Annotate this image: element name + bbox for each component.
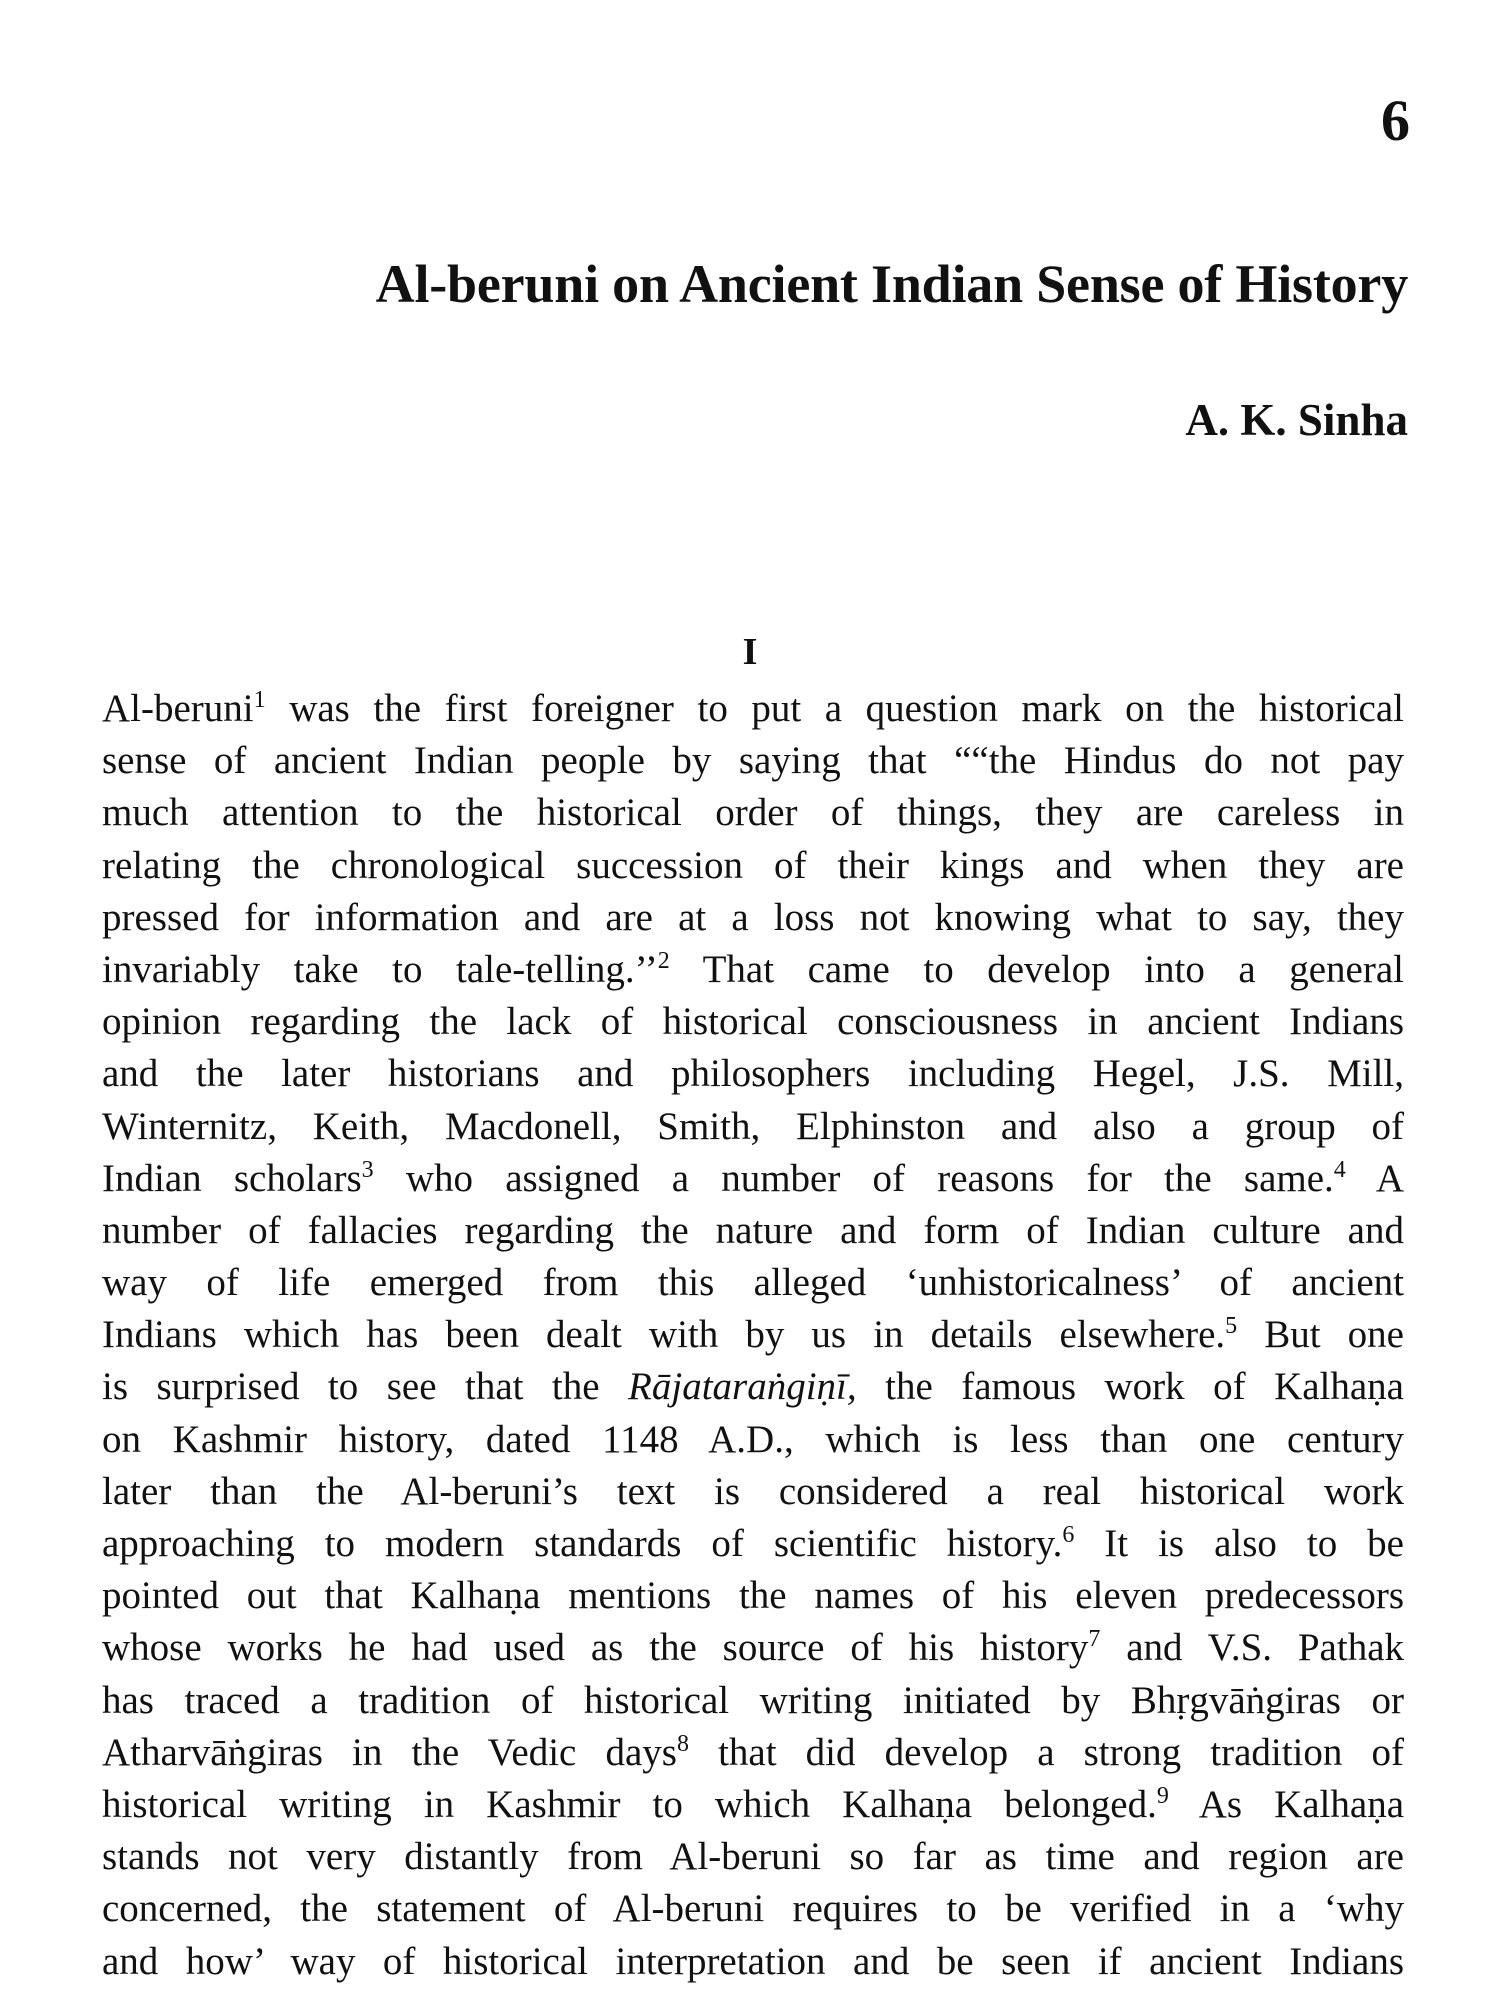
text-line	[102, 1518, 1404, 1570]
text-run: much attention to the historical order of things, they are careless in	[102, 791, 1404, 835]
text-line	[102, 1831, 1404, 1883]
text-run: the famous work of Kalhaṇa	[856, 1365, 1404, 1409]
text-run: But one	[1237, 1313, 1404, 1357]
text-run: opinion regarding the lack of historical consciousness in ancient Indians	[102, 1000, 1404, 1044]
footnote-marker: 5	[1225, 1313, 1238, 1340]
text-run: concerned, the statement of Al-beruni requires to be verified in a ‘why	[102, 1887, 1404, 1931]
text-line	[102, 1936, 1404, 1988]
text-run: and V.S. Pathak	[1100, 1626, 1405, 1670]
text-run: relating the chronological succession of their kings and when they are	[102, 843, 1404, 887]
text-line	[102, 996, 1404, 1048]
text-run: Indian scholars	[102, 1156, 362, 1200]
text-run: Al-beruni	[102, 687, 254, 730]
text-line	[102, 1257, 1404, 1309]
text-run: invariably take to tale-telling.’’	[102, 947, 658, 991]
text-line	[102, 1570, 1404, 1622]
text-run: and how’ way of historical interpretation and be seen if ancient Indians	[102, 1939, 1404, 1983]
text-run: pointed out that Kalhaṇa mentions the names of his eleven predecessors	[102, 1574, 1404, 1618]
text-line	[102, 1466, 1404, 1518]
section-numeral: I	[742, 631, 758, 673]
footnote-marker: 4	[1333, 1156, 1346, 1183]
text-run: A	[1345, 1156, 1405, 1200]
text-run: later than the Al-beruni’s text is considered a real historical work	[102, 1469, 1404, 1513]
text-run: has traced a tradition of historical writing initiated by Bhṛgvāṅgiras or	[102, 1678, 1404, 1722]
text-line	[102, 1101, 1404, 1153]
text-run: who assigned a number of reasons for the same.	[373, 1156, 1334, 1200]
footnote-marker: 3	[361, 1156, 374, 1183]
text-run: approaching to modern standards of scientific history.	[102, 1522, 1063, 1565]
chapter-number: 6	[1381, 88, 1410, 153]
text-line	[102, 1048, 1404, 1100]
text-line	[102, 1205, 1404, 1257]
footnote-marker: 8	[676, 1730, 689, 1757]
text-line	[102, 1414, 1404, 1466]
text-line	[102, 683, 1404, 735]
text-line	[102, 787, 1404, 839]
text-run: historical writing in Kashmir to which Kalhaṇa belonged.	[102, 1782, 1157, 1826]
text-run: sense of ancient Indian people by saying that ““the Hindus do not pay	[102, 739, 1404, 783]
footnote-marker: 1	[253, 687, 266, 713]
text-run: whose works he had used as the source of his history	[102, 1626, 1089, 1670]
text-run: Winternitz, Keith, Macdonell, Smith, Elphinston and also a group of	[102, 1104, 1404, 1148]
text-line	[102, 892, 1404, 944]
text-run: that did develop a strong tradition of	[688, 1730, 1404, 1774]
body-paragraph	[102, 683, 1404, 1988]
text-line	[102, 1779, 1404, 1831]
text-line	[102, 944, 1404, 996]
footnote-marker: 7	[1088, 1626, 1101, 1653]
text-run: Atharvāṅgiras in the Vedic days	[102, 1730, 677, 1774]
text-run: number of fallacies regarding the nature and form of Indian culture and	[102, 1208, 1404, 1252]
text-line	[102, 1361, 1404, 1413]
text-run: is surprised to see that the	[102, 1365, 629, 1409]
text-run: As Kalhaṇa	[1168, 1782, 1404, 1826]
text-run: It is also to be	[1074, 1522, 1404, 1565]
text-line	[102, 1727, 1404, 1779]
text-line	[102, 735, 1404, 787]
text-line	[102, 1883, 1404, 1935]
footnote-marker: 9	[1156, 1782, 1169, 1809]
text-run: That came to develop into a general	[669, 947, 1404, 991]
text-run: way of life emerged from this alleged ‘unhistoricalness’ of ancient	[102, 1261, 1404, 1305]
text-line	[102, 1622, 1404, 1674]
text-run: was the first foreigner to put a question mark on the historical	[265, 687, 1404, 730]
text-run: Indians which has been dealt with by us in details elsewhere.	[102, 1313, 1226, 1357]
footnote-marker: 6	[1062, 1522, 1075, 1548]
chapter-author: A. K. Sinha	[1185, 395, 1408, 445]
italic-title: Rājataraṅgiṇī,	[628, 1365, 857, 1409]
text-line	[102, 840, 1404, 892]
text-line	[102, 1675, 1404, 1727]
chapter-title: Al-beruni on Ancient Indian Sense of History	[375, 254, 1408, 314]
text-run: on Kashmir history, dated 1148 A.D., which is less than one century	[102, 1417, 1404, 1461]
text-line	[102, 1153, 1404, 1205]
text-run: pressed for information and are at a loss not knowing what to say, they	[102, 895, 1404, 939]
text-run: stands not very distantly from Al-beruni so far as time and region are	[102, 1835, 1404, 1879]
text-line	[102, 1309, 1404, 1361]
text-run: and the later historians and philosophers including Hegel, J.S. Mill,	[102, 1052, 1404, 1096]
footnote-marker: 2	[657, 947, 670, 974]
